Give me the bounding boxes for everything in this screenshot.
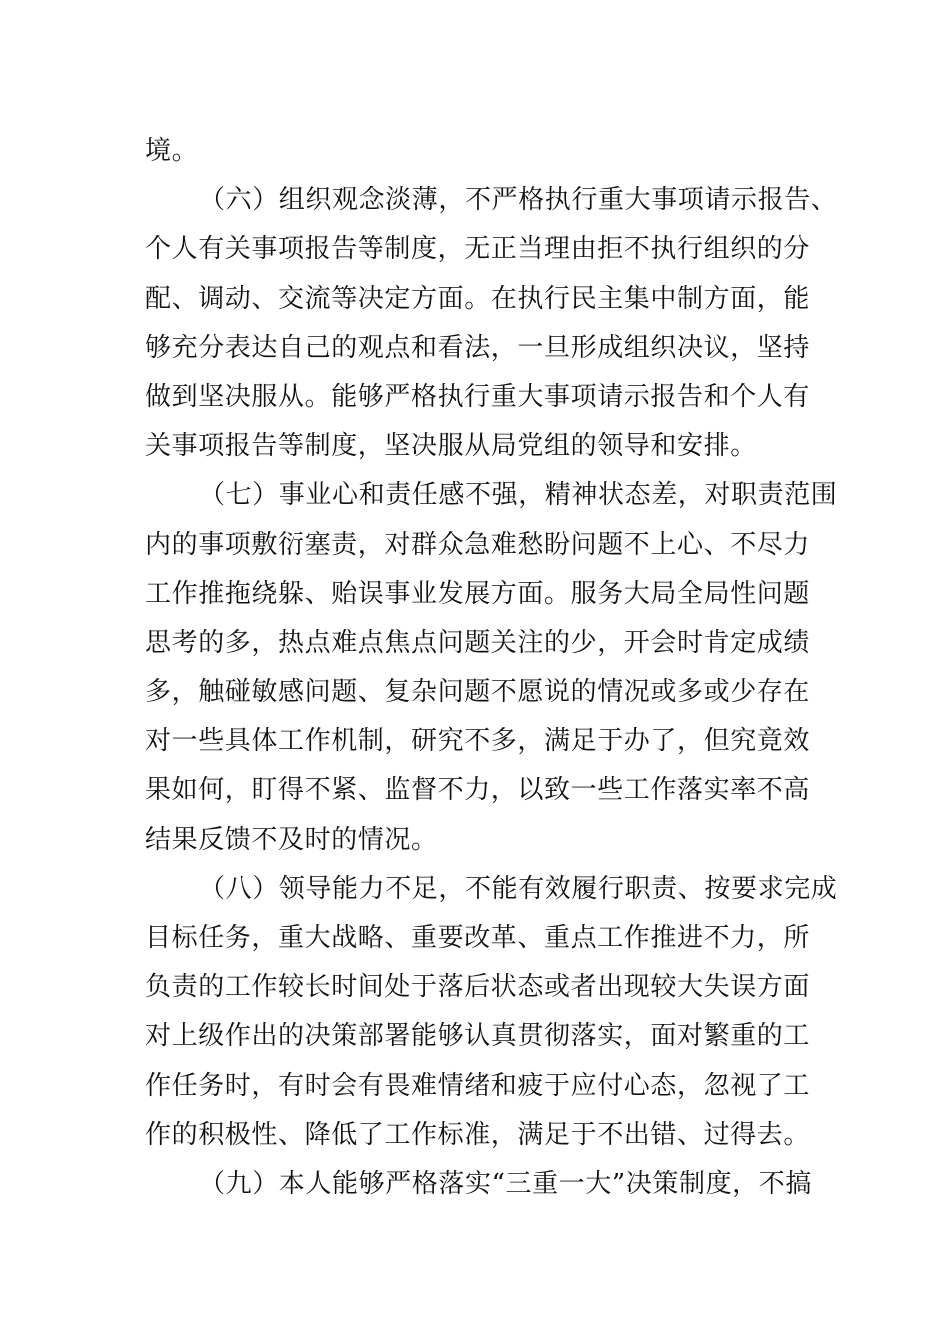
text-line: 够充分表达自己的观点和看法，一旦形成组织决议，坚持 [145, 332, 811, 363]
text-line: 结果反馈不及时的情况。 [145, 824, 438, 855]
text-line: 多，触碰敏感问题、复杂问题不愿说的情况或多或少存在 [145, 677, 811, 708]
text-line: 工作推拖绕躲、贻误事业发展方面。服务大局全局性问题 [145, 578, 811, 609]
text-line: （八）领导能力不足，不能有效履行职责、按要求完成 [199, 873, 838, 904]
body-text [145, 127, 838, 1209]
text-line: （九）本人能够严格落实“三重一大”决策制度，不搞 [199, 1168, 812, 1199]
text-line: 配、调动、交流等决定方面。在执行民主集中制方面，能 [145, 283, 811, 314]
text-line: 做到坚决服从。能够严格执行重大事项请示报告和个人有 [145, 381, 811, 412]
text-line: 果如何，盯得不紧、监督不力，以致一些工作落实率不高 [145, 775, 811, 806]
text-line: 作的积极性、降低了工作标准，满足于不出错、过得去。 [145, 1119, 811, 1150]
text-line: 目标任务，重大战略、重要改革、重点工作推进不力，所 [145, 923, 811, 953]
text-line: 关事项报告等制度，坚决服从局党组的领导和安排。 [145, 431, 757, 462]
text-line: 思考的多，热点难点焦点问题关注的少，开会时肯定成绩 [145, 627, 811, 658]
text-line: 对一些具体工作机制，研究不多，满足于办了，但究竟效 [145, 726, 811, 757]
text-line: 作任务时，有时会有畏难情绪和疲于应付心态，忽视了工 [145, 1070, 811, 1101]
text-line: 境。 [145, 136, 199, 166]
text-line: （六）组织观念淡薄，不严格执行重大事项请示报告、 [199, 185, 838, 216]
text-line: 内的事项敷衍塞责，对群众急难愁盼问题不上心、不尽力 [145, 529, 811, 560]
text-line: 个人有关事项报告等制度，无正当理由拒不执行组织的分 [145, 234, 811, 265]
text-line: 对上级作出的决策部署能够认真贯彻落实，面对繁重的工 [145, 1021, 811, 1052]
text-line: （七）事业心和责任感不强，精神状态差，对职责范围 [199, 480, 838, 511]
text-line: 负责的工作较长时间处于落后状态或者出现较大失误方面 [145, 972, 811, 1003]
